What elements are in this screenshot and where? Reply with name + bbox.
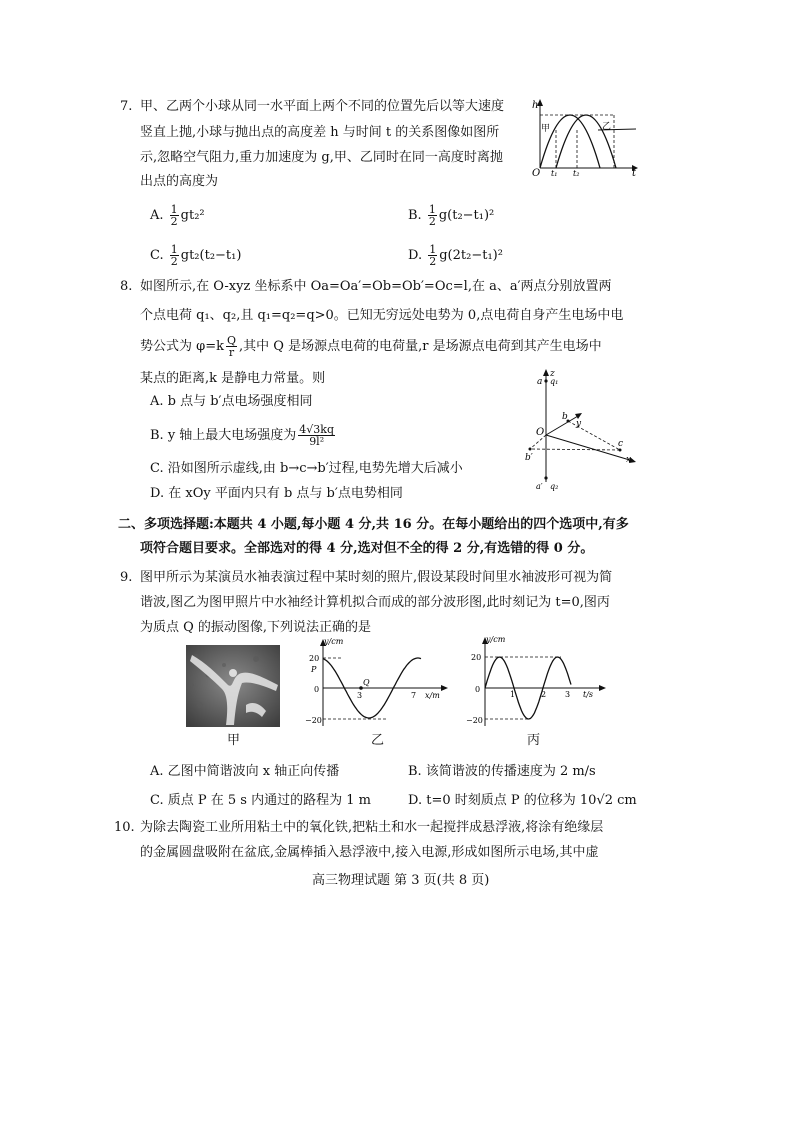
tick-t2: 2 [541, 690, 547, 699]
q9-caption-yi: 乙 [371, 733, 385, 748]
h-label: h [532, 100, 539, 111]
tick-x7: 7 [411, 691, 417, 700]
t-label: t [632, 168, 637, 176]
max-field-fraction: $\frac{4√3kq}{\text{9l²}}$ [299, 423, 335, 448]
q-over-r-fraction: $\frac{Q}{r}$ [227, 334, 237, 359]
point-a-prime [544, 476, 547, 479]
t1-label: t₁ [551, 169, 558, 176]
option-expr: g(2t₂−t₁)² [439, 248, 503, 263]
option-label: B. [408, 208, 422, 223]
option-label: D. [408, 248, 423, 263]
point-b-prime [529, 448, 532, 451]
tick-x3: 3 [357, 691, 363, 700]
path-c-bprime [530, 449, 620, 450]
option-b-text: B. y 轴上最大电场强度为 [150, 428, 297, 443]
z-label: z [550, 369, 555, 379]
q2-label: q₂ [550, 482, 559, 491]
option-expr: gt₂(t₂−t₁) [180, 248, 242, 263]
y-axis-label: y/cm [486, 635, 506, 644]
x-axis-label: x/m [425, 691, 440, 700]
q7-option-c [150, 244, 241, 267]
q8-option-a: A. b 点与 b′点电场强度相同 [150, 394, 313, 409]
origin-zero: 0 [314, 685, 320, 694]
q10-number: 10. [114, 820, 135, 835]
q9-option-b: B. 该简谐波的传播速度为 2 m/s [408, 764, 596, 779]
q9-caption-jia: 甲 [227, 733, 241, 748]
q8-text-line4: 某点的距离,k 是静电力常量。则 [140, 371, 326, 386]
q8-text-line3 [140, 335, 602, 358]
tick-20: 20 [309, 654, 320, 663]
a-prime-label: a′ [536, 482, 543, 491]
z-axis-arrow-icon [543, 369, 549, 376]
point-p-label: P [311, 665, 317, 674]
option-expr: gt₂² [180, 208, 205, 223]
q7-text-line2: 竖直上抛,小球与抛出点的高度差 h 与时间 t 的关系图像如图所 [140, 125, 500, 140]
t2-label: t₂ [573, 169, 580, 176]
yi-label: 乙 [602, 122, 612, 132]
q10-text-line2: 的金属圆盘吸附在盆底,金属棒插入悬浮液中,接入电源,形成如图所示电场,其中虚 [140, 845, 599, 860]
option-label: A. [150, 208, 164, 223]
q7-text-line1: 甲、乙两个小球从同一水平面上两个不同的位置先后以等大速度 [140, 99, 505, 114]
x-label: x [626, 455, 632, 465]
q8-coordinate-figure [512, 366, 640, 494]
origin-label: O [536, 427, 545, 438]
half-fraction: $\frac{1}{2}$ [170, 243, 178, 268]
a-label: a [537, 377, 543, 387]
q1-label: q₁ [550, 377, 559, 386]
option-label: C. [150, 248, 164, 263]
q8-text-line2: 个点电荷 q₁、q₂,且 q₁=q₂=q>0。已知无穷远处电势为 0,点电荷自身产生电场中电 [140, 308, 624, 323]
q9-caption-bing: 丙 [527, 733, 541, 748]
q7-option-b [408, 204, 494, 227]
origin-label: O [532, 168, 541, 176]
q7-height-time-graph [528, 96, 640, 176]
page-footer: 高三物理试题 第 3 页(共 8 页) [312, 873, 490, 888]
origin-zero: 0 [475, 685, 481, 694]
q10-text-line1: 为除去陶瓷工业所用粘土中的氧化铁,把粘土和水一起搅拌成悬浮液,将涂有绝缘层 [140, 820, 604, 835]
q7-text-line4: 出点的高度为 [140, 174, 219, 189]
q9-text-line2: 谐波,图乙为图甲照片中水袖经计算机拟合而成的部分波形图,此时刻记为 t=0,图丙 [140, 595, 610, 610]
tick-20: 20 [471, 653, 482, 662]
t-axis-label: t/s [583, 690, 594, 699]
q9-option-a: A. 乙图中简谐波向 x 轴正向传播 [150, 764, 340, 779]
q7-option-a [150, 204, 205, 227]
potential-formula-text: ,其中 Q 是场源点电荷的电荷量,r 是场源点电荷到其产生电场中 [239, 339, 602, 354]
q7-text-line3: 示,忽略空气阻力,重力加速度为 g,甲、乙同时在同一高度时离抛 [140, 150, 503, 165]
section2-heading-line1: 二、多项选择题:本题共 4 小题,每小题 4 分,共 16 分。在每小题给出的四个选项中,有多 [118, 517, 629, 532]
q9-number: 9. [120, 570, 133, 585]
b-prime-label: b′ [525, 453, 533, 463]
jia-curve [540, 115, 600, 168]
q7-number: 7. [120, 99, 133, 114]
tick-t1: 1 [510, 690, 516, 699]
y-axis-label: y/cm [324, 637, 344, 646]
q7-option-d [408, 244, 503, 267]
tick-m20: −20 [466, 716, 483, 725]
q9-dancer-photo [186, 645, 280, 727]
half-fraction: $\frac{1}{2}$ [429, 243, 437, 268]
q8-number: 8. [120, 279, 133, 294]
tick-t3: 3 [565, 690, 571, 699]
jia-label: 甲 [541, 124, 551, 134]
section2-heading-line2: 项符合题目要求。全部选对的得 4 分,选对但不全的得 2 分,有选错的得 0 分。 [140, 541, 594, 556]
point-a [544, 379, 547, 382]
q8-text-line1: 如图所示,在 O-xyz 坐标系中 Oa=Oa′=Ob=Ob′=Oc=l,在 a、a′两点分别放置两 [140, 279, 612, 294]
q9-option-c: C. 质点 P 在 5 s 内通过的路程为 1 m [150, 793, 371, 808]
half-fraction: $\frac{1}{2}$ [170, 203, 178, 228]
q8-option-b [150, 424, 337, 447]
q9-text-line3: 为质点 Q 的振动图像,下列说法正确的是 [140, 620, 372, 635]
x-axis-arrow-icon [441, 685, 448, 691]
potential-formula-prefix: 势公式为 φ=k [140, 339, 225, 354]
tick-m20: −20 [305, 716, 322, 725]
point-q-label: Q [363, 678, 370, 687]
option-expr: g(t₂−t₁)² [438, 208, 495, 223]
y-label: y [576, 419, 582, 429]
q9-vibration-graph [463, 632, 613, 734]
b-label: b [562, 412, 568, 422]
q8-option-c: C. 沿如图所示虚线,由 b→c→b′过程,电势先增大后减小 [150, 461, 463, 476]
half-fraction: $\frac{1}{2}$ [428, 203, 436, 228]
q9-text-line1: 图甲所示为某演员水袖表演过程中某时刻的照片,假设某段时间里水袖波形可视为简 [140, 570, 613, 585]
t-axis-arrow-icon [599, 685, 606, 691]
q8-option-d: D. 在 xOy 平面内只有 b 点与 b′点电势相同 [150, 486, 403, 501]
q9-wave-graph [303, 634, 453, 734]
q9-option-d: D. t=0 时刻质点 P 的位移为 10√2 cm [408, 793, 637, 808]
c-label: c [618, 439, 624, 449]
